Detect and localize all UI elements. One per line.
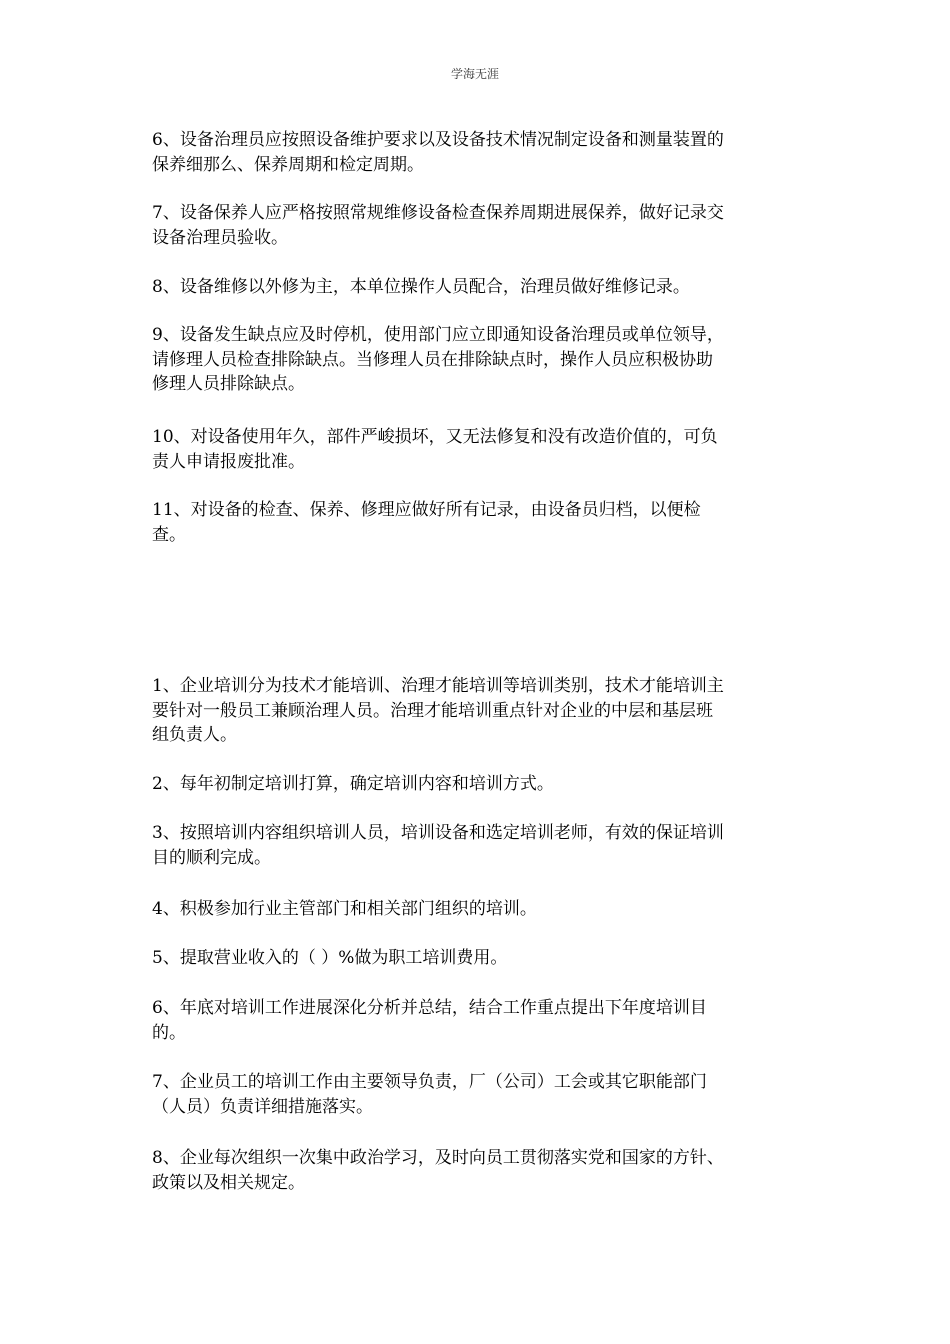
paragraph-line: 4、积极参加行业主管部门和相关部门组织的培训。 [152, 899, 537, 919]
paragraph-s2-8 [152, 1146, 800, 1195]
paragraph-s2-5 [152, 946, 800, 971]
paragraph-line: 查。 [152, 524, 186, 545]
paragraph-s2-3 [152, 821, 800, 870]
paragraph-s2-1 [152, 674, 800, 748]
page-header: 学海无涯 [450, 67, 499, 81]
paragraph-line: （人员）负责详细措施落实。 [152, 1096, 373, 1117]
paragraph-line: 8、设备维修以外修为主，本单位操作人员配合，治理员做好维修记录。 [152, 277, 690, 297]
paragraph-s1-8 [152, 275, 800, 300]
paragraph-s2-7 [152, 1070, 800, 1119]
paragraph-line: 保养细那么、保养周期和检定周期。 [152, 154, 424, 175]
paragraph-s1-6 [152, 128, 800, 177]
paragraph-line: 组负责人。 [152, 725, 237, 745]
paragraph-line: 2、每年初制定培训打算，确定培训内容和培训方式。 [152, 774, 554, 794]
paragraph-line: 1、企业培训分为技术才能培训、治理才能培训等培训类别，技术才能培训主 [152, 676, 724, 696]
paragraph-s1-10 [152, 425, 800, 474]
paragraph-line: 6、设备治理员应按照设备维护要求以及设备技术情况制定设备和测量装置的 [152, 130, 724, 150]
paragraph-s2-2 [152, 772, 800, 797]
paragraph-line: 的。 [152, 1022, 186, 1043]
paragraph-line: 5、提取营业收入的（ ）%做为职工培训费用。 [152, 948, 508, 968]
paragraph-s1-7 [152, 201, 800, 250]
paragraph-s2-6 [152, 996, 800, 1045]
paragraph-line: 7、企业员工的培训工作由主要领导负责，厂（公司）工会或其它职能部门 [152, 1072, 707, 1092]
paragraph-line: 9、设备发生缺点应及时停机，使用部门应立即通知设备治理员或单位领导， [152, 325, 724, 345]
paragraph-s1-11 [152, 498, 800, 547]
paragraph-line: 11、对设备的检查、保养、修理应做好所有记录，由设备员归档，以便检 [152, 500, 701, 520]
paragraph-line: 6、年底对培训工作进展深化分析并总结，结合工作重点提出下年度培训目 [152, 998, 707, 1018]
paragraph-line: 责人申请报废批准。 [152, 451, 305, 472]
paragraph-line: 设备治理员验收。 [152, 227, 288, 248]
paragraph-line: 8、企业每次组织一次集中政治学习，及时向员工贯彻落实党和国家的方针、 [152, 1148, 724, 1168]
paragraph-line: 3、按照培训内容组织培训人员，培训设备和选定培训老师，有效的保证培训 [152, 823, 724, 843]
paragraph-line: 7、设备保养人应严格按照常规维修设备检查保养周期进展保养，做好记录交 [152, 203, 724, 223]
paragraph-line: 政策以及相关规定。 [152, 1172, 305, 1193]
paragraph-s1-9 [152, 323, 800, 397]
paragraph-line: 要针对一般员工兼顾治理人员。治理才能培训重点针对企业的中层和基层班 [152, 700, 713, 721]
paragraph-line: 目的顺利完成。 [152, 847, 271, 868]
paragraph-line: 10、对设备使用年久，部件严峻损坏，又无法修复和没有改造价值的，可负 [152, 427, 718, 447]
paragraph-line: 修理人员排除缺点。 [152, 374, 305, 394]
paragraph-s2-4 [152, 897, 800, 922]
paragraph-line: 请修理人员检查排除缺点。当修理人员在排除缺点时，操作人员应积极协助 [152, 349, 713, 370]
